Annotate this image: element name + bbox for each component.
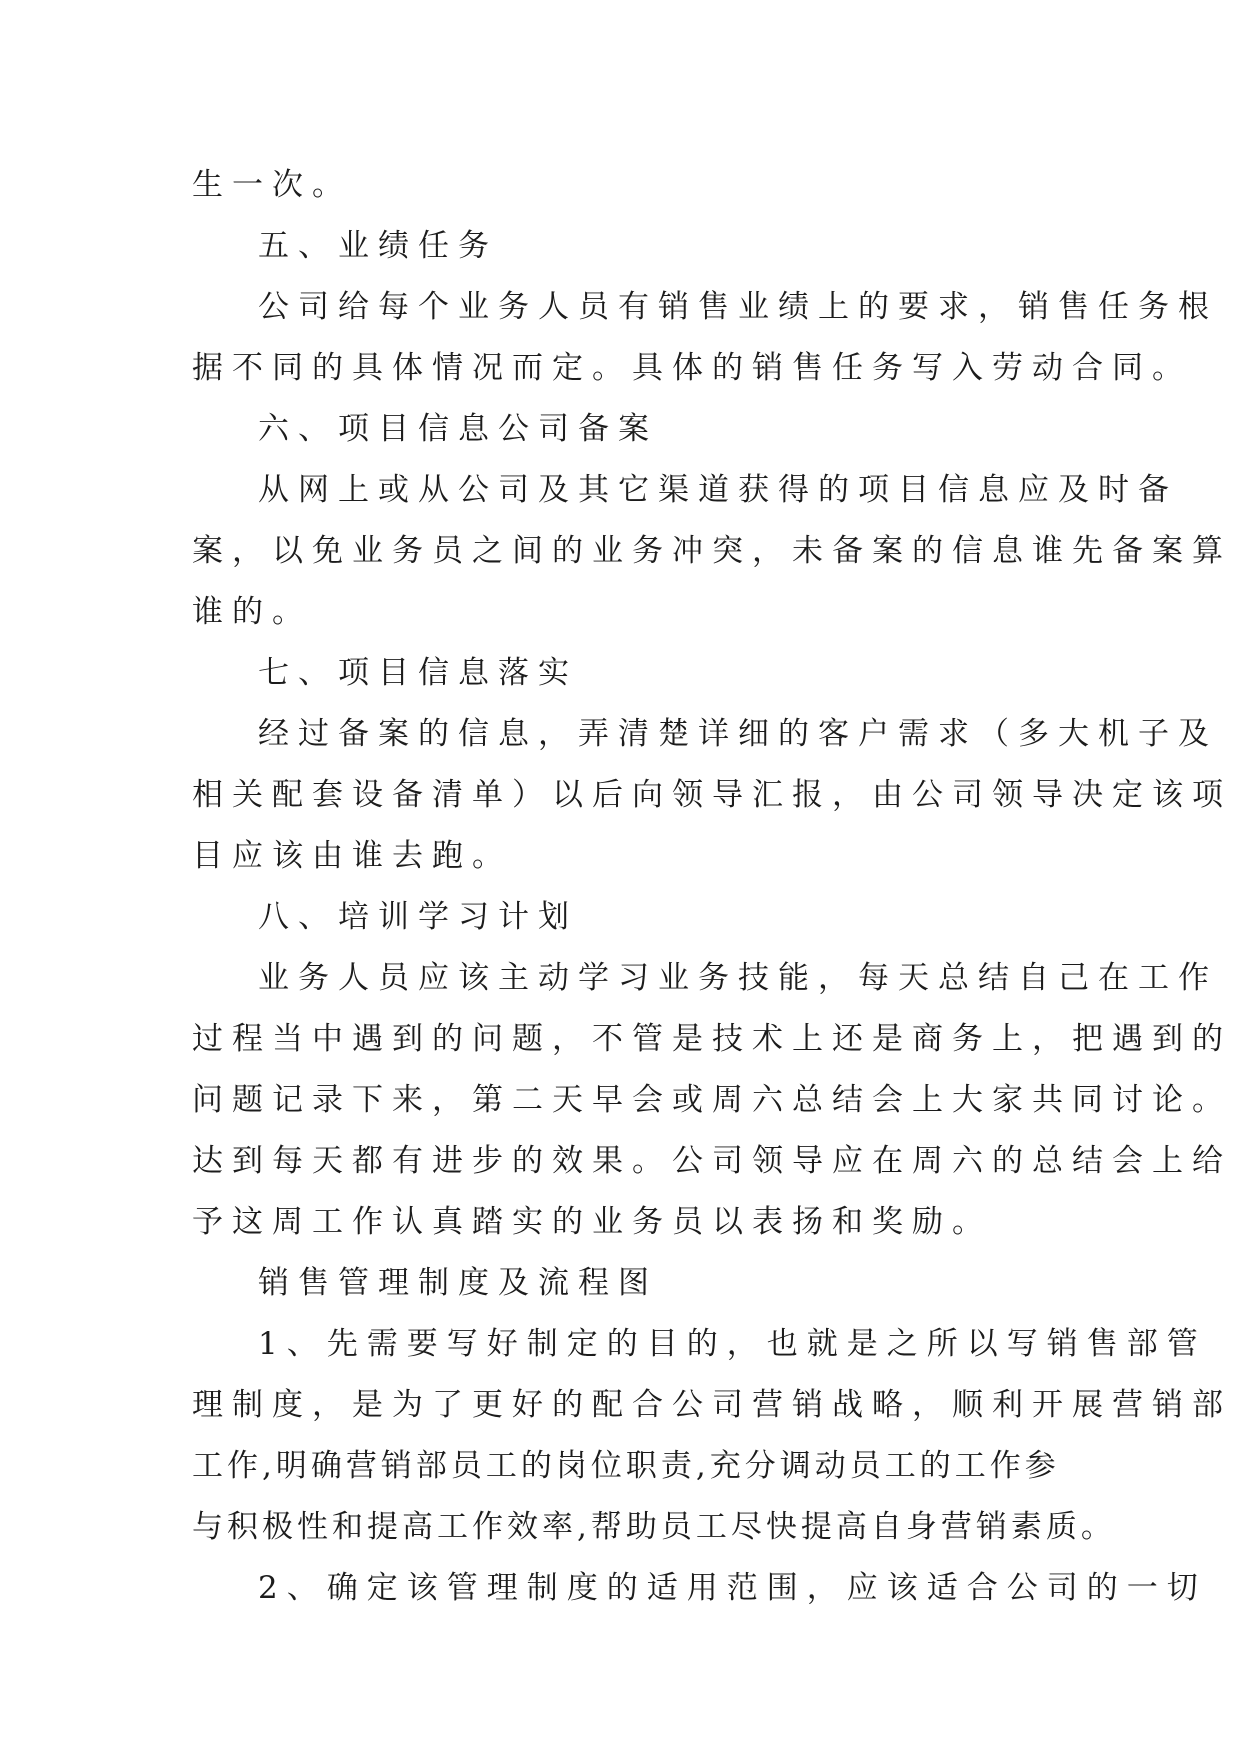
text-line: 予这周工作认真踏实的业务员以表扬和奖励。 (192, 1204, 992, 1240)
text-line: 业务人员应该主动学习业务技能，每天总结自己在工作 (258, 960, 1218, 996)
section-heading: 五、业绩任务 (258, 228, 498, 264)
text-line: 据不同的具体情况而定。具体的销售任务写入劳动合同。 (192, 350, 1192, 386)
section-heading: 七、项目信息落实 (258, 655, 578, 691)
text-line: 过程当中遇到的问题，不管是技术上还是商务上，把遇到的 (192, 1021, 1232, 1057)
text-line: 1、先需要写好制定的目的，也就是之所以写销售部管 (258, 1326, 1207, 1362)
body-text (192, 155, 1232, 1619)
section-heading: 六、项目信息公司备案 (258, 411, 658, 447)
section-heading: 八、培训学习计划 (258, 899, 578, 935)
text-line: 问题记录下来，第二天早会或周六总结会上大家共同讨论。 (192, 1082, 1232, 1118)
text-line: 谁的。 (192, 594, 312, 630)
text-line: 经过备案的信息，弄清楚详细的客户需求（多大机子及 (258, 716, 1218, 752)
text-line: 理制度，是为了更好的配合公司营销战略，顺利开展营销部 (192, 1387, 1232, 1423)
text-line: 相关配套设备清单）以后向领导汇报，由公司领导决定该项 (192, 777, 1232, 813)
text-line: 从网上或从公司及其它渠道获得的项目信息应及时备 (258, 472, 1178, 508)
text-line: 2、确定该管理制度的适用范围，应该适合公司的一切 (258, 1570, 1207, 1606)
text-line: 案，以免业务员之间的业务冲突，未备案的信息谁先备案算 (192, 533, 1232, 569)
section-heading: 销售管理制度及流程图 (258, 1265, 658, 1301)
text-line: 公司给每个业务人员有销售业绩上的要求，销售任务根 (258, 289, 1218, 325)
text-line: 达到每天都有进步的效果。公司领导应在周六的总结会上给 (192, 1143, 1232, 1179)
text-line: 目应该由谁去跑。 (192, 838, 512, 874)
text-line: 生一次。 (192, 167, 352, 203)
text-line: 工作,明确营销部员工的岗位职责,充分调动员工的工作参 (192, 1448, 1060, 1484)
text-line: 与积极性和提高工作效率,帮助员工尽快提高自身营销素质。 (192, 1509, 1116, 1545)
